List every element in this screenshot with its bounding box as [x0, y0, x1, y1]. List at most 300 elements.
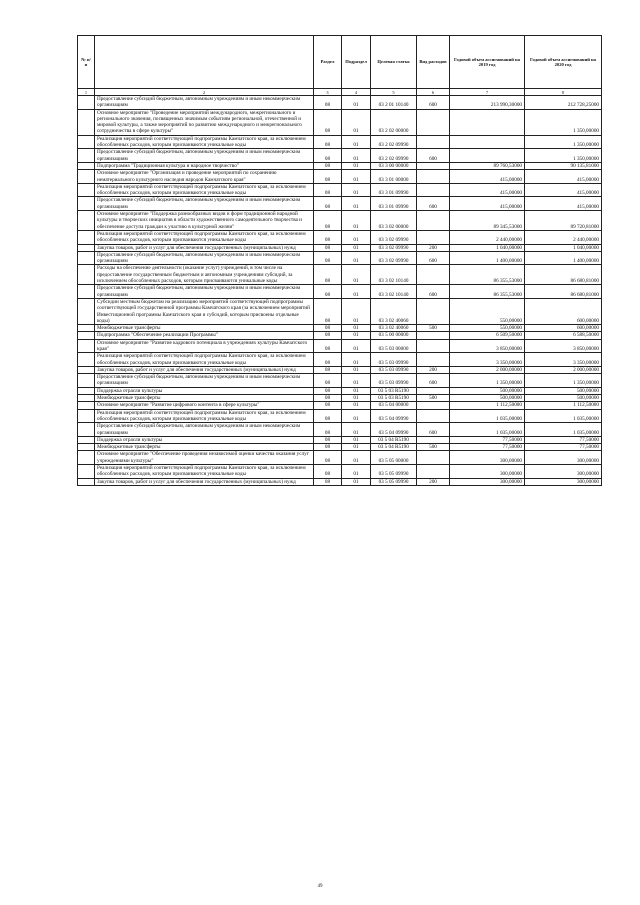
expense-type-cell: 500	[417, 395, 450, 402]
amount-2020-cell: 3 850,00000	[525, 339, 602, 353]
amount-2020-cell: 86 680,81000	[525, 265, 602, 285]
row-number-cell	[78, 285, 95, 299]
expense-type-cell	[417, 409, 450, 423]
target-code-cell: 03 5 03 R5190	[371, 395, 417, 402]
amount-2019-cell	[450, 135, 525, 149]
section-cell: 08	[314, 436, 342, 443]
subsection-cell: 01	[342, 298, 371, 324]
amount-2019-cell	[450, 149, 525, 163]
amount-2019-cell: 3 850,00000	[450, 339, 525, 353]
header-row	[78, 36, 602, 89]
expense-type-cell	[417, 162, 450, 169]
section-cell: 08	[314, 332, 342, 339]
subsection-cell: 01	[342, 197, 371, 211]
amount-2019-cell	[450, 109, 525, 135]
row-number-cell	[78, 251, 95, 265]
amount-2020-cell: 500,00000	[525, 395, 602, 402]
header-target: Целевая статья	[371, 36, 417, 89]
item-name-cell: Предоставление субсидий бюджетным, автономным учреждениям и иным некоммерческим организациям	[95, 149, 314, 163]
item-name-cell: Поддержка отрасли культуры	[95, 387, 314, 394]
amount-2019-cell: 550,00000	[450, 325, 525, 332]
column-number: 7	[450, 89, 525, 96]
table-row	[78, 149, 602, 163]
table-row	[78, 409, 602, 423]
expense-type-cell	[417, 183, 450, 197]
amount-2020-cell: 415,00000	[525, 170, 602, 184]
target-code-cell: 03 3 02 09990	[371, 251, 417, 265]
page-number: 49	[317, 884, 323, 889]
expense-type-cell	[417, 339, 450, 353]
section-cell: 08	[314, 230, 342, 244]
section-cell: 08	[314, 402, 342, 409]
section-cell: 08	[314, 478, 342, 485]
section-cell: 08	[314, 244, 342, 251]
expense-type-cell	[417, 465, 450, 479]
expense-type-cell	[417, 436, 450, 443]
row-number-cell	[78, 402, 95, 409]
subsection-cell: 01	[342, 444, 371, 451]
amount-2019-cell: 2 000,00000	[450, 366, 525, 373]
appropriations-table	[77, 35, 602, 486]
subsection-cell: 01	[342, 478, 371, 485]
item-name-cell: Межбюджетные трансферты	[95, 325, 314, 332]
amount-2019-cell: 77,50000	[450, 444, 525, 451]
expense-type-cell	[417, 387, 450, 394]
section-cell: 08	[314, 96, 342, 110]
table-body	[78, 89, 602, 486]
item-name-cell: Основное мероприятие "Развитие кадрового потенциала в учреждениях культуры Камчатского края"	[95, 339, 314, 353]
row-number-cell	[78, 387, 95, 394]
section-cell: 08	[314, 285, 342, 299]
section-cell: 08	[314, 366, 342, 373]
header-vol2019: Годовой объем ассигнований на 2019 год	[450, 36, 525, 89]
table-row	[78, 109, 602, 135]
section-cell: 08	[314, 387, 342, 394]
row-number-cell	[78, 211, 95, 231]
target-code-cell: 03 5 03 09990	[371, 366, 417, 373]
expense-type-cell: 600	[417, 149, 450, 163]
row-number-cell	[78, 353, 95, 367]
target-code-cell: 03 3 02 40060	[371, 325, 417, 332]
item-name-cell: Расходы на обеспечение деятельности (оказание услуг) учреждений, в том числе на предоставление государственным бюджетным и автономным учреждениям субсидий, за исключением обособленных расходов, которым присваиваются уникальные коды	[95, 265, 314, 285]
expense-type-cell	[417, 353, 450, 367]
item-name-cell: Предоставление субсидий бюджетным, автономным учреждениям и иным некоммерческим организациям	[95, 251, 314, 265]
expense-type-cell: 600	[417, 251, 450, 265]
amount-2020-cell: 1 112,50000	[525, 402, 602, 409]
amount-2020-cell: 300,00000	[525, 478, 602, 485]
subsection-cell: 01	[342, 183, 371, 197]
subsection-cell: 01	[342, 339, 371, 353]
amount-2019-cell: 300,00000	[450, 451, 525, 465]
table-row	[78, 230, 602, 244]
subsection-cell: 01	[342, 149, 371, 163]
amount-2019-cell: 415,00000	[450, 197, 525, 211]
row-number-cell	[78, 366, 95, 373]
amount-2020-cell: 2 000,00000	[525, 366, 602, 373]
item-name-cell: Реализация мероприятий соответствующей подпрограммы Камчатского края, за исключением обособленных расходов, которым присваиваются уникальные коды	[95, 135, 314, 149]
subsection-cell: 01	[342, 109, 371, 135]
row-number-cell	[78, 298, 95, 324]
target-code-cell: 03 5 04 R5190	[371, 444, 417, 451]
header-num: № п/п	[78, 36, 95, 89]
amount-2020-cell: 90 135,81000	[525, 162, 602, 169]
target-code-cell: 03 5 03 00000	[371, 339, 417, 353]
subsection-cell: 01	[342, 170, 371, 184]
amount-2019-cell: 1 035,00000	[450, 423, 525, 437]
table-row	[78, 244, 602, 251]
column-number: 6	[417, 89, 450, 96]
item-name-cell: Подпрограмма "Обеспечение реализации Программы"	[95, 332, 314, 339]
header-name	[95, 36, 314, 89]
row-number-cell	[78, 162, 95, 169]
table-row	[78, 444, 602, 451]
section-cell: 08	[314, 444, 342, 451]
amount-2020-cell: 1 350,00000	[525, 149, 602, 163]
item-name-cell: Основное мероприятие "Обеспечение проведения независимой оценки качества оказания услуг учреждениями культуры"	[95, 451, 314, 465]
expense-type-cell	[417, 451, 450, 465]
section-cell: 08	[314, 251, 342, 265]
amount-2020-cell: 1 035,00000	[525, 423, 602, 437]
subsection-cell: 01	[342, 353, 371, 367]
table-row	[78, 366, 602, 373]
target-code-cell: 03 3 01 09990	[371, 197, 417, 211]
item-name-cell: Поддержка отрасли культуры	[95, 436, 314, 443]
item-name-cell: Межбюджетные трансферты	[95, 395, 314, 402]
section-cell: 08	[314, 197, 342, 211]
table-row	[78, 451, 602, 465]
subsection-cell: 01	[342, 285, 371, 299]
expense-type-cell	[417, 298, 450, 324]
subsection-cell: 01	[342, 230, 371, 244]
section-cell: 08	[314, 353, 342, 367]
section-cell: 08	[314, 298, 342, 324]
expense-type-cell: 200	[417, 244, 450, 251]
amount-2020-cell: 415,00000	[525, 183, 602, 197]
table-row	[78, 436, 602, 443]
row-number-cell	[78, 96, 95, 110]
row-number-cell	[78, 183, 95, 197]
amount-2020-cell: 86 680,81000	[525, 285, 602, 299]
subsection-cell: 01	[342, 465, 371, 479]
row-number-cell	[78, 325, 95, 332]
amount-2019-cell: 2 440,00000	[450, 230, 525, 244]
section-cell: 08	[314, 451, 342, 465]
amount-2019-cell: 550,00000	[450, 298, 525, 324]
table-row	[78, 298, 602, 324]
expense-type-cell	[417, 135, 450, 149]
subsection-cell: 01	[342, 244, 371, 251]
row-number-cell	[78, 230, 95, 244]
section-cell: 08	[314, 325, 342, 332]
amount-2019-cell: 89 345,53000	[450, 211, 525, 231]
item-name-cell: Закупка товаров, работ и услуг для обеспечения государственных (муниципальных) нужд	[95, 244, 314, 251]
target-code-cell: 03 3 02 09990	[371, 230, 417, 244]
subsection-cell: 01	[342, 374, 371, 388]
row-number-cell	[78, 244, 95, 251]
row-number-cell	[78, 170, 95, 184]
row-number-cell	[78, 135, 95, 149]
amount-2020-cell: 212 728,25000	[525, 96, 602, 110]
row-number-cell	[78, 409, 95, 423]
amount-2020-cell: 1 040,00000	[525, 244, 602, 251]
item-name-cell: Основное мероприятие "Организация и проведение мероприятий по сохранению нематериального культурного наследия народов Камчатского края"	[95, 170, 314, 184]
amount-2020-cell: 3 350,00000	[525, 353, 602, 367]
table-row	[78, 285, 602, 299]
row-number-cell	[78, 265, 95, 285]
target-code-cell: 03 3 02 40060	[371, 298, 417, 324]
target-code-cell: 03 5 05 09990	[371, 465, 417, 479]
amount-2019-cell: 3 350,00000	[450, 353, 525, 367]
amount-2019-cell: 1 400,00000	[450, 251, 525, 265]
amount-2020-cell: 415,00000	[525, 197, 602, 211]
item-name-cell: Реализация мероприятий соответствующей подпрограммы Камчатского края, за исключением обособленных расходов, которым присваиваются уникальные коды	[95, 409, 314, 423]
item-name-cell: Субсидии местным бюджетам на реализацию мероприятий соответствующей подпрограммы соответствующей государственной программы Камчатского края (за исключением мероприятий Инвестиционной программы Камчатского края и субсидий, которым присвоены отдельные коды)	[95, 298, 314, 324]
table-row	[78, 374, 602, 388]
column-number: 1	[78, 89, 95, 96]
table-row	[78, 162, 602, 169]
column-number: 8	[525, 89, 602, 96]
table-row	[78, 402, 602, 409]
section-cell: 08	[314, 339, 342, 353]
section-cell: 08	[314, 265, 342, 285]
table-row	[78, 387, 602, 394]
subsection-cell: 01	[342, 387, 371, 394]
item-name-cell: Основное мероприятие "Поддержка разнообразных видов и форм традиционной народной культуры и творческих инициатив в области художественного самодеятельного творчества и обеспечение доступа граждан к участию в культурной жизни"	[95, 211, 314, 231]
target-code-cell: 03 5 05 09990	[371, 478, 417, 485]
section-cell: 08	[314, 109, 342, 135]
row-number-cell	[78, 374, 95, 388]
target-code-cell: 03 5 00 00000	[371, 332, 417, 339]
section-cell: 08	[314, 395, 342, 402]
item-name-cell: Межбюджетные трансферты	[95, 444, 314, 451]
expense-type-cell: 200	[417, 366, 450, 373]
row-number-cell	[78, 395, 95, 402]
table-row	[78, 478, 602, 485]
item-name-cell: Закупка товаров, работ и услуг для обеспечения государственных (муниципальных) нужд	[95, 478, 314, 485]
row-number-cell	[78, 197, 95, 211]
target-code-cell: 03 2 02 09990	[371, 149, 417, 163]
amount-2020-cell: 300,00000	[525, 465, 602, 479]
section-cell: 08	[314, 162, 342, 169]
item-name-cell: Предоставление субсидий бюджетным, автономным учреждениям и иным некоммерческим организациям	[95, 285, 314, 299]
header-section: Раздел	[314, 36, 342, 89]
amount-2020-cell: 300,00000	[525, 451, 602, 465]
table-row	[78, 135, 602, 149]
item-name-cell: Реализация мероприятий соответствующей подпрограммы Камчатского края, за исключением обособленных расходов, которым присваиваются уникальные коды	[95, 353, 314, 367]
amount-2020-cell: 77,50000	[525, 436, 602, 443]
target-code-cell: 03 2 02 09990	[371, 135, 417, 149]
amount-2019-cell: 415,00000	[450, 183, 525, 197]
table-row	[78, 265, 602, 285]
table-row	[78, 96, 602, 110]
target-code-cell: 03 2 01 10140	[371, 96, 417, 110]
table-row	[78, 325, 602, 332]
subsection-cell: 01	[342, 265, 371, 285]
subsection-cell: 01	[342, 409, 371, 423]
amount-2019-cell: 300,00000	[450, 478, 525, 485]
target-code-cell: 03 5 04 R5190	[371, 436, 417, 443]
row-number-cell	[78, 444, 95, 451]
subsection-cell: 01	[342, 395, 371, 402]
section-cell: 08	[314, 465, 342, 479]
expense-type-cell	[417, 211, 450, 231]
subsection-cell: 01	[342, 332, 371, 339]
amount-2019-cell: 89 760,53000	[450, 162, 525, 169]
header-expense-type: Вид расходов	[417, 36, 450, 89]
table-row	[78, 395, 602, 402]
amount-2020-cell: 600,00000	[525, 325, 602, 332]
target-code-cell: 03 3 02 09990	[371, 244, 417, 251]
amount-2020-cell: 500,00000	[525, 387, 602, 394]
target-code-cell: 03 3 00 00000	[371, 162, 417, 169]
subsection-cell: 01	[342, 135, 371, 149]
amount-2020-cell: 77,50000	[525, 444, 602, 451]
section-cell: 08	[314, 149, 342, 163]
expense-type-cell: 600	[417, 197, 450, 211]
table-row	[78, 183, 602, 197]
section-cell: 08	[314, 374, 342, 388]
item-name-cell: Реализация мероприятий соответствующей подпрограммы Камчатского края, за исключением обособленных расходов, которым присваиваются уникальные коды	[95, 465, 314, 479]
subsection-cell: 01	[342, 423, 371, 437]
amount-2020-cell: 89 720,81000	[525, 211, 602, 231]
amount-2019-cell: 86 355,53000	[450, 265, 525, 285]
column-number: 4	[342, 89, 371, 96]
target-code-cell: 03 5 04 09990	[371, 409, 417, 423]
item-name-cell: Предоставление субсидий бюджетным, автономным учреждениям и иным некоммерческим организациям	[95, 423, 314, 437]
section-cell: 08	[314, 211, 342, 231]
table-row	[78, 197, 602, 211]
item-name-cell: Основное мероприятие "Проведение мероприятий международного, межрегионального и регионального значения, посвященных значимым событиям региональной, отечественной и мировой культуры, а также мероприятий по развитию международного и межрегионального сотрудничества в сфере культуры"	[95, 109, 314, 135]
expense-type-cell: 500	[417, 444, 450, 451]
subsection-cell: 01	[342, 366, 371, 373]
subsection-cell: 01	[342, 325, 371, 332]
target-code-cell: 03 5 04 09990	[371, 423, 417, 437]
subsection-cell: 01	[342, 436, 371, 443]
item-name-cell: Предоставление субсидий бюджетным, автономным учреждениям и иным некоммерческим организациям	[95, 374, 314, 388]
header-vol2020: Годовой объем ассигнований на 2020 год	[525, 36, 602, 89]
target-code-cell: 03 3 01 00000	[371, 170, 417, 184]
amount-2020-cell: 6 588,50000	[525, 332, 602, 339]
target-code-cell: 03 5 04 00000	[371, 402, 417, 409]
amount-2019-cell: 1 350,00000	[450, 374, 525, 388]
expense-type-cell	[417, 402, 450, 409]
item-name-cell: Предоставление субсидий бюджетным, автономным учреждениям и иным некоммерческим организациям	[95, 197, 314, 211]
amount-2019-cell: 500,00000	[450, 387, 525, 394]
row-number-cell	[78, 339, 95, 353]
item-name-cell: Реализация мероприятий соответствующей подпрограммы Камчатского края, за исключением обособленных расходов, которым присваиваются уникальные коды	[95, 230, 314, 244]
item-name-cell: Подпрограмма "Традиционная культура и народное творчество"	[95, 162, 314, 169]
amount-2019-cell: 415,00000	[450, 170, 525, 184]
target-code-cell: 03 3 02 00000	[371, 211, 417, 231]
column-number: 5	[371, 89, 417, 96]
amount-2019-cell: 77,50000	[450, 436, 525, 443]
subsection-cell: 01	[342, 211, 371, 231]
expense-type-cell: 500	[417, 325, 450, 332]
amount-2019-cell: 1 112,50000	[450, 402, 525, 409]
expense-type-cell	[417, 265, 450, 285]
item-name-cell: Основное мероприятие "Развитие цифрового контента в сфере культуры"	[95, 402, 314, 409]
amount-2020-cell: 1 350,00000	[525, 374, 602, 388]
section-cell: 08	[314, 183, 342, 197]
amount-2020-cell: 1 350,00000	[525, 109, 602, 135]
amount-2019-cell: 300,00000	[450, 465, 525, 479]
expense-type-cell	[417, 170, 450, 184]
expense-type-cell: 600	[417, 285, 450, 299]
item-name-cell: Закупка товаров, работ и услуг для обеспечения государственных (муниципальных) нужд	[95, 366, 314, 373]
table-row	[78, 170, 602, 184]
expense-type-cell: 600	[417, 423, 450, 437]
target-code-cell: 03 5 03 R5190	[371, 387, 417, 394]
expense-type-cell: 600	[417, 96, 450, 110]
target-code-cell: 03 5 03 09990	[371, 353, 417, 367]
target-code-cell: 03 5 03 09990	[371, 374, 417, 388]
target-code-cell: 03 3 02 10140	[371, 265, 417, 285]
section-cell: 08	[314, 409, 342, 423]
target-code-cell: 03 2 02 00000	[371, 109, 417, 135]
expense-type-cell	[417, 109, 450, 135]
expense-type-cell: 600	[417, 374, 450, 388]
section-cell: 08	[314, 135, 342, 149]
amount-2020-cell: 1 350,00000	[525, 135, 602, 149]
expense-type-cell	[417, 230, 450, 244]
header-subsection: Подраздел	[342, 36, 371, 89]
table-row	[78, 465, 602, 479]
row-number-cell	[78, 436, 95, 443]
column-number: 3	[314, 89, 342, 96]
table-row	[78, 251, 602, 265]
amount-2020-cell: 2 440,00000	[525, 230, 602, 244]
target-code-cell: 03 3 02 10140	[371, 285, 417, 299]
amount-2020-cell: 1 400,00000	[525, 251, 602, 265]
subsection-cell: 01	[342, 162, 371, 169]
row-number-cell	[78, 451, 95, 465]
table-row	[78, 353, 602, 367]
amount-2019-cell: 213 990,30000	[450, 96, 525, 110]
subsection-cell: 01	[342, 96, 371, 110]
row-number-cell	[78, 465, 95, 479]
section-cell: 08	[314, 423, 342, 437]
amount-2019-cell: 86 355,53000	[450, 285, 525, 299]
item-name-cell: Реализация мероприятий соответствующей подпрограммы Камчатского края, за исключением обособленных расходов, которым присваиваются уникальные коды	[95, 183, 314, 197]
subsection-cell: 01	[342, 451, 371, 465]
row-number-cell	[78, 149, 95, 163]
section-cell: 08	[314, 170, 342, 184]
item-name-cell: Предоставление субсидий бюджетным, автономным учреждениям и иным некоммерческим организациям	[95, 96, 314, 110]
row-number-cell	[78, 478, 95, 485]
table-row	[78, 211, 602, 231]
table-row	[78, 423, 602, 437]
table-row	[78, 332, 602, 339]
column-number-row	[78, 89, 602, 96]
row-number-cell	[78, 109, 95, 135]
amount-2019-cell: 1 035,00000	[450, 409, 525, 423]
amount-2019-cell: 1 040,00000	[450, 244, 525, 251]
target-code-cell: 03 3 01 09990	[371, 183, 417, 197]
amount-2019-cell: 500,00000	[450, 395, 525, 402]
column-number: 2	[95, 89, 314, 96]
subsection-cell: 01	[342, 251, 371, 265]
subsection-cell: 01	[342, 402, 371, 409]
amount-2020-cell: 1 035,00000	[525, 409, 602, 423]
amount-2019-cell: 6 509,50000	[450, 332, 525, 339]
row-number-cell	[78, 423, 95, 437]
row-number-cell	[78, 332, 95, 339]
expense-type-cell	[417, 332, 450, 339]
table-row	[78, 339, 602, 353]
expense-type-cell: 200	[417, 478, 450, 485]
amount-2020-cell: 600,00000	[525, 298, 602, 324]
target-code-cell: 03 5 05 00000	[371, 451, 417, 465]
